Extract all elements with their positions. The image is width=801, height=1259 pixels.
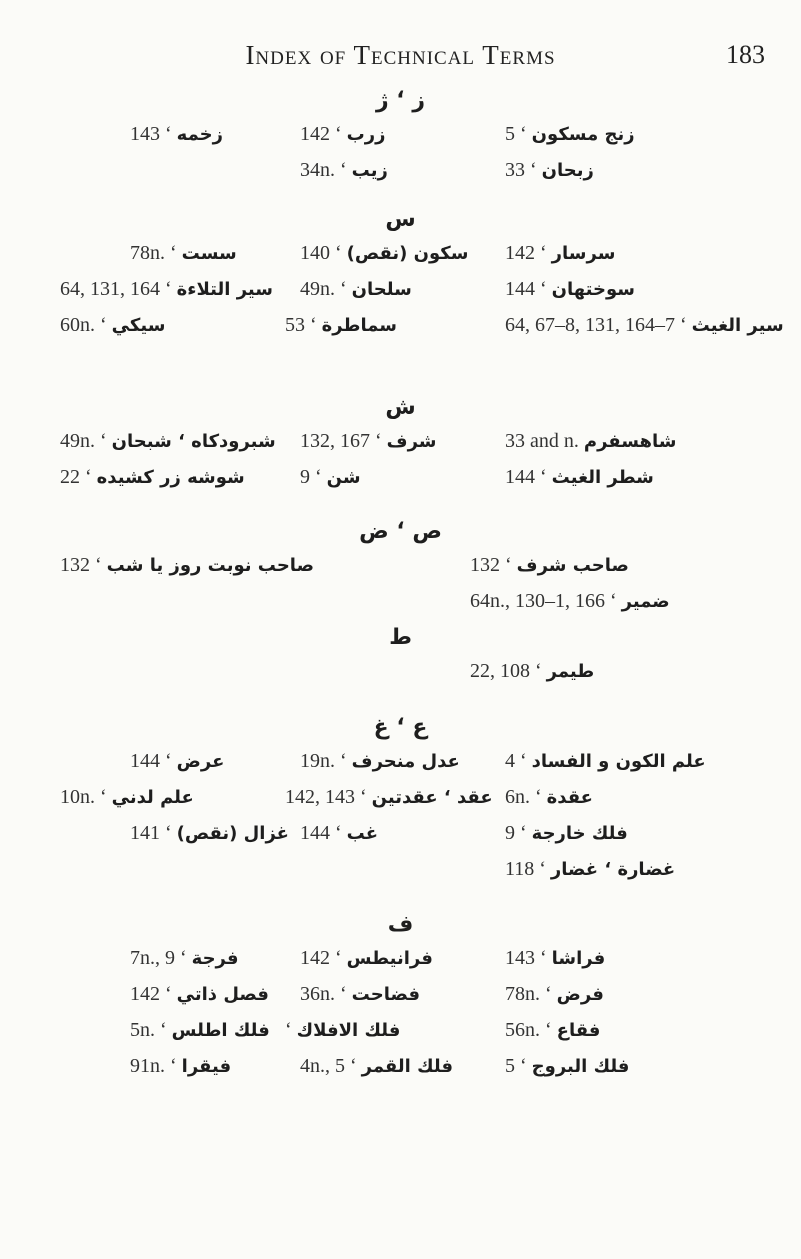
index-entry (505, 307, 784, 344)
index-row (0, 547, 801, 583)
entry-term: شطر الغيث (551, 467, 654, 488)
entry-term: زخمه (176, 124, 223, 145)
index-entry (470, 583, 670, 620)
entry-reference: 142 ‘ (130, 983, 177, 1005)
index-entry (285, 307, 397, 344)
entry-term: فصل ذاتي (176, 984, 269, 1005)
entry-reference: 132, 167 ‘ (300, 430, 387, 452)
entry-reference: 36n. ‘ (300, 983, 352, 1005)
entry-term: فقاع (556, 1020, 601, 1041)
entry-term: فلك الافلاك (296, 1020, 401, 1041)
index-entry (300, 940, 433, 977)
index-entry (60, 271, 273, 308)
index-entry (505, 851, 675, 888)
entry-reference: 78n. ‘ (130, 242, 182, 264)
entry-reference: 9 ‘ (505, 822, 532, 844)
index-entry (505, 271, 635, 308)
section-heading: ش (385, 395, 416, 420)
index-row (0, 583, 801, 619)
page-title: Index of Technical Terms (245, 40, 556, 70)
entry-term: فرجة (191, 948, 239, 969)
entry-term: عدل منحرف (351, 751, 460, 772)
entry-reference: 142 ‘ (300, 947, 347, 969)
entry-term: سوختهان (551, 279, 635, 300)
entry-term: زرب (346, 124, 386, 145)
entry-reference: 91n. ‘ (130, 1055, 182, 1077)
section-heading: ف (387, 912, 414, 937)
entry-reference: 56n. ‘ (505, 1019, 557, 1041)
index-entry (130, 235, 237, 272)
section-zay (0, 86, 801, 188)
entry-reference: 64, 131, 164 ‘ (60, 278, 177, 300)
section-heading: س (385, 207, 416, 232)
entry-reference: 6n. ‘ (505, 786, 547, 808)
section-heading: ع ‘ غ (373, 715, 428, 740)
index-entry (505, 1048, 629, 1085)
entry-term: سيكي (111, 315, 166, 336)
entry-reference: 7n., 9 ‘ (130, 947, 192, 969)
section-sad (0, 517, 801, 619)
entry-term: فرض (556, 984, 604, 1005)
entry-term: شن (326, 467, 361, 488)
entry-reference: 33 ‘ (505, 159, 542, 181)
index-row (0, 743, 801, 779)
entry-reference: 9 ‘ (300, 466, 327, 488)
index-entry (505, 976, 604, 1013)
index-entry (505, 940, 605, 977)
entry-reference: 4n., 5 ‘ (300, 1055, 362, 1077)
entry-reference: 142, 143 ‘ (285, 786, 372, 808)
entry-term: سماطرة (321, 315, 397, 336)
entry-term: غزال (نقص) (176, 823, 289, 844)
entry-term: فلك البروج (531, 1056, 630, 1077)
entry-term: شوشه زر كشيده (96, 467, 245, 488)
index-entry (130, 116, 223, 153)
index-row (0, 1048, 801, 1084)
section-ayn (0, 713, 801, 887)
entry-reference: 34n. ‘ (300, 159, 352, 181)
index-entry (505, 743, 706, 780)
entry-term: فرانيطس (346, 948, 433, 969)
index-row (0, 779, 801, 815)
entry-term: فلك القمر (361, 1056, 453, 1077)
entry-reference: 143 ‘ (130, 123, 177, 145)
index-row (0, 851, 801, 887)
index-entry (300, 423, 436, 460)
index-entry (130, 940, 239, 977)
index-entry (470, 653, 594, 690)
entry-reference: 5 ‘ (505, 1055, 532, 1077)
entry-term: صاحب شرف (516, 555, 629, 576)
index-entry (505, 815, 628, 852)
index-entry (505, 1012, 600, 1049)
page-number: 183 (726, 40, 765, 69)
entry-term: علم لدني (111, 787, 194, 808)
entry-reference: 22 ‘ (60, 466, 97, 488)
index-row (0, 976, 801, 1012)
index-entry (130, 743, 224, 780)
index-entry (60, 459, 245, 496)
entry-term: عقد ‘ عقدتين (371, 787, 493, 808)
entry-reference: 60n. ‘ (60, 314, 112, 336)
index-entry (505, 423, 677, 460)
entry-reference: 142 ‘ (505, 242, 552, 264)
entry-term: صاحب نوبت روز يا شب (106, 555, 314, 576)
index-row (0, 152, 801, 188)
entry-term: عقدة (546, 787, 593, 808)
entry-reference: 5 ‘ (505, 123, 532, 145)
page-header (0, 40, 801, 80)
index-entry (285, 1012, 400, 1049)
entry-reference: 144 ‘ (300, 822, 347, 844)
section-ta (0, 623, 801, 689)
entry-term: سير التلاءة (176, 279, 273, 300)
entry-term: زبحان (541, 160, 594, 181)
entry-term: فضاحت (351, 984, 420, 1005)
index-row (0, 1012, 801, 1048)
index-entry (130, 976, 269, 1013)
index-row (0, 940, 801, 976)
entry-reference: 19n. ‘ (300, 750, 352, 772)
entry-term: علم الكون و الفساد (531, 751, 706, 772)
index-entry (300, 152, 388, 189)
index-entry (505, 459, 654, 496)
entry-reference: 49n. ‘ (60, 430, 112, 452)
entry-reference: 132 ‘ (60, 554, 107, 576)
entry-reference: ‘ (285, 1019, 297, 1041)
section-heading: ط (389, 625, 412, 650)
entry-reference: 64, 67–8, 131, 164–7 ‘ (505, 314, 692, 336)
index-row (0, 815, 801, 851)
index-entry (60, 547, 314, 584)
index-entry (60, 423, 276, 460)
section-fa (0, 910, 801, 1084)
index-entry (505, 116, 635, 153)
index-row (0, 307, 801, 343)
index-entry (505, 152, 594, 189)
section-heading: ص ‘ ض (359, 519, 442, 544)
index-entry (300, 235, 468, 272)
entry-term: سير الغيث (691, 315, 784, 336)
index-entry (130, 815, 289, 852)
entry-reference: 144 ‘ (505, 466, 552, 488)
entry-reference: 64n., 130–1, 166 ‘ (470, 590, 622, 612)
section-shin (0, 393, 801, 495)
entry-reference: 22, 108 ‘ (470, 660, 547, 682)
entry-reference: 143 ‘ (505, 947, 552, 969)
entry-term: غضارة ‘ غضار (550, 859, 676, 880)
section-sin (0, 205, 801, 343)
index-entry (300, 1048, 453, 1085)
index-entry (300, 116, 385, 153)
entry-term: شاهسفرم (583, 431, 677, 452)
index-entry (505, 779, 593, 816)
index-entry (300, 976, 420, 1013)
entry-reference: 118 ‘ (505, 858, 551, 880)
entry-term: شرف (386, 431, 437, 452)
entry-reference: 5n. ‘ (130, 1019, 172, 1041)
section-heading: ز ‘ ژ (375, 88, 425, 113)
entry-term: ضمير (621, 591, 670, 612)
entry-reference: 78n. ‘ (505, 983, 557, 1005)
entry-reference: 10n. ‘ (60, 786, 112, 808)
index-row (0, 271, 801, 307)
index-row (0, 459, 801, 495)
entry-term: زيب (351, 160, 388, 181)
index-entry (130, 1012, 270, 1049)
index-row (0, 653, 801, 689)
entry-term: سكون (نقص) (346, 243, 469, 264)
entry-reference: 49n. ‘ (300, 278, 352, 300)
entry-term: شبرودكاه ‘ شبحان (111, 431, 276, 452)
entry-reference: 144 ‘ (130, 750, 177, 772)
index-entry (505, 235, 615, 272)
entry-term: عرض (176, 751, 225, 772)
entry-term: سرسار (551, 243, 616, 264)
entry-term: فلك اطلس (171, 1020, 270, 1041)
index-entry (300, 743, 460, 780)
index-entry (470, 547, 629, 584)
index-entry (130, 1048, 231, 1085)
index-entry (60, 779, 194, 816)
entry-reference: 142 ‘ (300, 123, 347, 145)
entry-term: سست (181, 243, 237, 264)
entry-reference: 33 and n. (505, 430, 584, 452)
entry-term: طيمر (546, 661, 595, 682)
entry-reference: 132 ‘ (470, 554, 517, 576)
entry-reference: 53 ‘ (285, 314, 322, 336)
index-row (0, 116, 801, 152)
entry-reference: 140 ‘ (300, 242, 347, 264)
entry-term: سلحان (351, 279, 412, 300)
index-row (0, 235, 801, 271)
entry-reference: 4 ‘ (505, 750, 532, 772)
index-entry (300, 815, 378, 852)
index-entry (300, 271, 412, 308)
entry-reference: 144 ‘ (505, 278, 552, 300)
entry-term: فيقرا (181, 1056, 232, 1077)
entry-term: غب (346, 823, 379, 844)
entry-term: فلك خارجة (531, 823, 628, 844)
entry-reference: 141 ‘ (130, 822, 177, 844)
index-entry (300, 459, 361, 496)
index-entry (285, 779, 493, 816)
index-entry (60, 307, 165, 344)
index-row (0, 423, 801, 459)
entry-term: فراشا (551, 948, 606, 969)
entry-term: زنج مسكون (531, 124, 635, 145)
